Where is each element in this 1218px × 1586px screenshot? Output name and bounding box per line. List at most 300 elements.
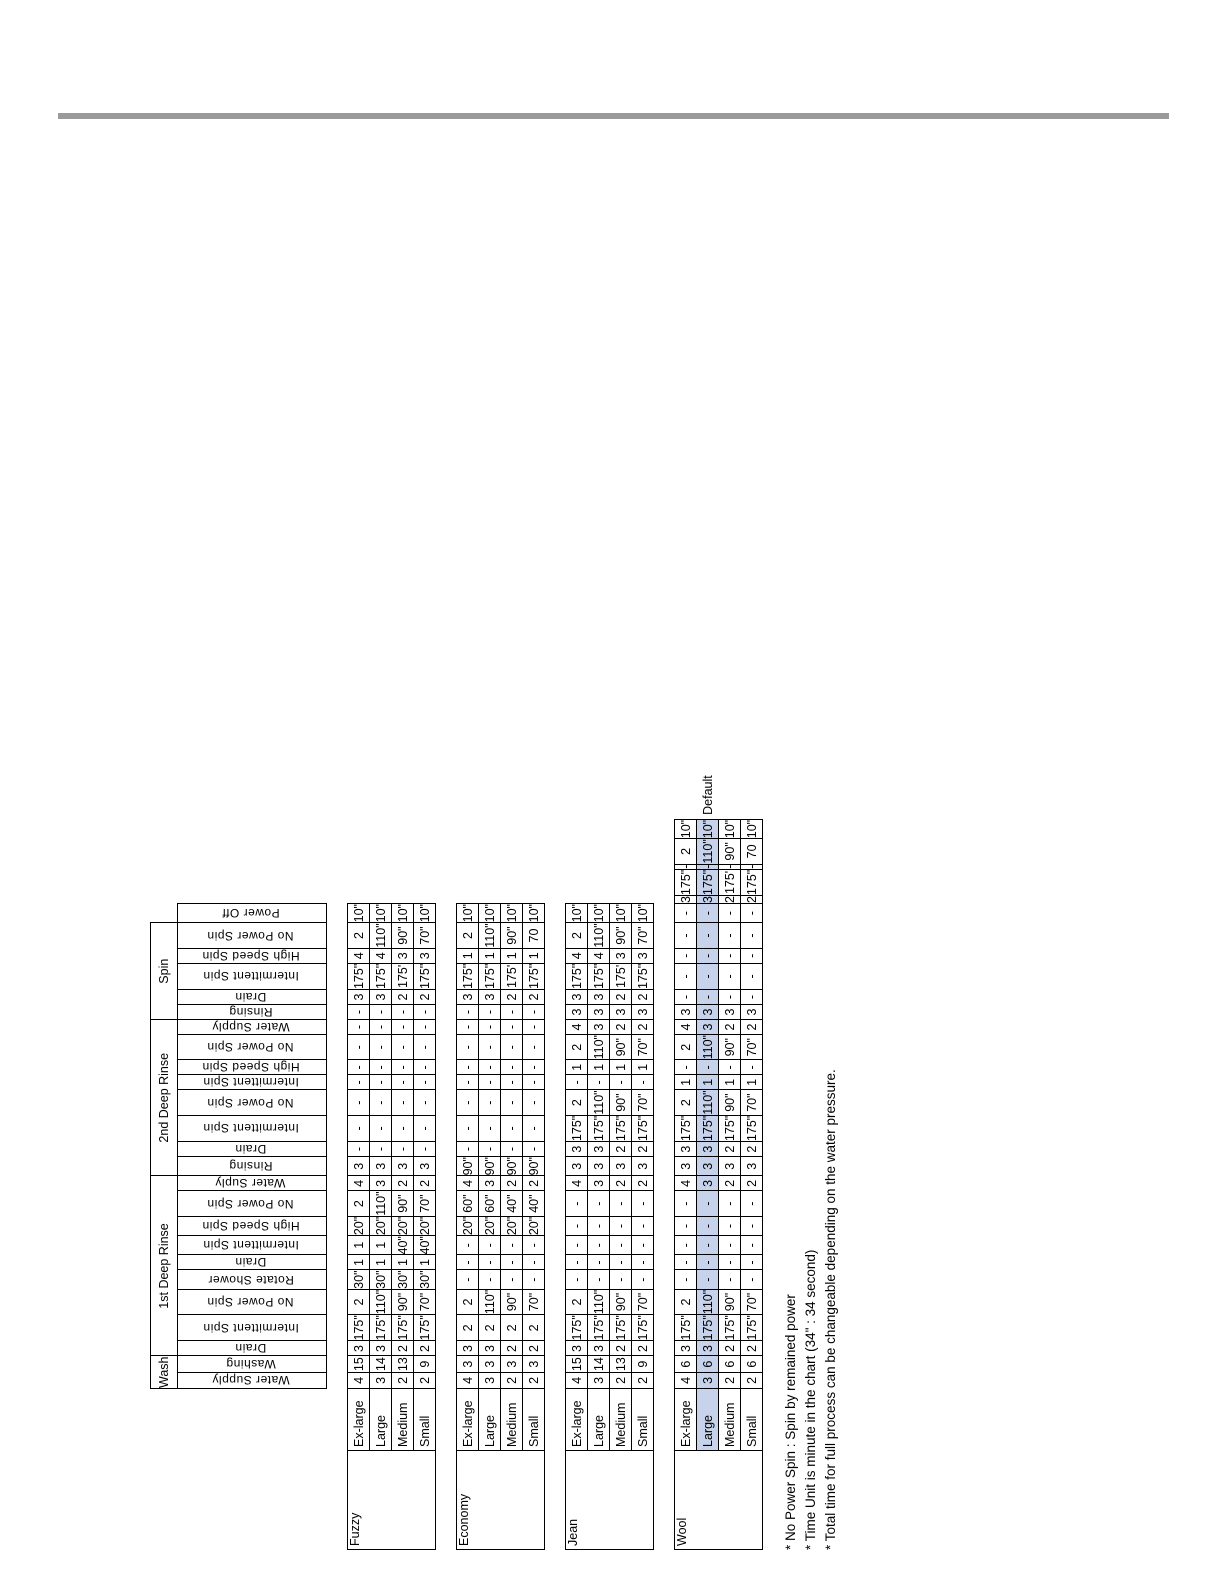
table-cell: - (523, 1270, 545, 1289)
table-cell: 1 (501, 948, 523, 963)
column-header-label: Water Supply (211, 1373, 290, 1388)
table-cell: 1 (348, 1255, 370, 1270)
column-header-label: Power Off (221, 906, 280, 921)
table-cell: - (457, 1005, 479, 1020)
wash-program-table (150, 774, 763, 1550)
group-spacer (654, 775, 675, 1550)
table-cell: 175" (610, 1315, 632, 1341)
table-cell: 110" (588, 1289, 610, 1314)
table-cell: 1 (610, 1060, 632, 1075)
table-cell: 2 (523, 990, 545, 1005)
table-cell: - (610, 1255, 632, 1270)
table-cell: 3 (566, 1341, 588, 1356)
table-cell: 3 (479, 1176, 501, 1191)
table-cell: 3 (392, 1157, 414, 1176)
table-cell: 90" (610, 1289, 632, 1314)
column-header-label: High Speed Spin (201, 1218, 300, 1233)
load-size: Large (479, 1389, 501, 1451)
column-header (178, 1289, 327, 1314)
rotated-table-container (150, 220, 838, 1550)
table-cell: 1 (392, 1255, 414, 1270)
table-cell: - (566, 1255, 588, 1270)
table-cell: - (588, 1191, 610, 1216)
table-cell: - (697, 1216, 719, 1235)
table-cell: 1 (523, 948, 545, 963)
table-cell: 2 (392, 990, 414, 1005)
column-header (178, 1142, 327, 1157)
table-cell: 90" (392, 923, 414, 948)
load-size: Ex-large (566, 1389, 588, 1451)
table-cell: - (566, 1075, 588, 1090)
table-cell: - (719, 1216, 741, 1235)
column-header-label: Intermittent Spin (202, 1238, 299, 1253)
table-cell: - (501, 1115, 523, 1141)
group-header: 1st Deep Rinse (151, 1176, 178, 1356)
table-cell: - (588, 1255, 610, 1270)
table-cell: 20" (479, 1216, 501, 1235)
table-cell: - (348, 1035, 370, 1060)
header-blank (151, 1389, 178, 1550)
table-cell: 3 (457, 990, 479, 1005)
table-cell: 10" (566, 904, 588, 923)
table-cell: - (719, 990, 741, 1005)
table-cell: 2 (501, 1341, 523, 1356)
table-cell: - (697, 1191, 719, 1216)
column-header (178, 1157, 327, 1176)
table-cell: 3 (741, 1005, 763, 1020)
column-header (178, 1315, 327, 1341)
table-cell: 2 (392, 1176, 414, 1191)
table-cell: 20" (370, 1216, 392, 1235)
column-header-label: No Power Spin (207, 1295, 294, 1310)
table-cell: 1 (697, 1075, 719, 1090)
table-cell: - (523, 1142, 545, 1157)
table-cell: 4 (457, 1176, 479, 1191)
table-cell: 2 (392, 1341, 414, 1356)
table-cell: 10" (392, 904, 414, 923)
table-cell: - (741, 963, 763, 989)
table-row (588, 775, 610, 1550)
table-cell: 2 (741, 1020, 763, 1035)
table-cell: - (566, 1236, 588, 1255)
table-cell: 3 (348, 1157, 370, 1176)
column-header-label: No Power Spin (207, 1040, 294, 1055)
table-cell: 2 (348, 923, 370, 948)
table-cell: 2 (719, 1372, 741, 1388)
table-cell: - (414, 1115, 436, 1141)
table-cell: - (414, 1075, 436, 1090)
table-cell: - (392, 1142, 414, 1157)
table-cell: - (719, 1191, 741, 1216)
table-cell: 30" (370, 1270, 392, 1289)
table-cell: 2 (675, 1035, 697, 1060)
table-cell: 90" (719, 1035, 741, 1060)
group-header-row (151, 775, 178, 1550)
table-cell: - (741, 948, 763, 963)
table-cell: 3 (588, 990, 610, 1005)
table-cell: - (523, 1090, 545, 1115)
table-cell: 110" (370, 923, 392, 948)
table-cell: 3 (414, 948, 436, 963)
table-cell: 2 (632, 1176, 654, 1191)
table-cell: 2 (741, 1341, 763, 1356)
table-cell: - (348, 1090, 370, 1115)
table-cell: 2 (523, 1372, 545, 1388)
table-cell: 3 (675, 896, 697, 904)
table-row (719, 775, 741, 1550)
table-cell: - (348, 1020, 370, 1035)
table-cell: 175" (675, 869, 697, 895)
table-cell: 3 (479, 990, 501, 1005)
table-cell: - (501, 1270, 523, 1289)
table-cell: - (501, 1005, 523, 1020)
table-cell: 13 (392, 1356, 414, 1372)
table-cell: 2 (414, 1176, 436, 1191)
table-cell: 3 (501, 1356, 523, 1372)
table-cell: 6 (719, 1356, 741, 1372)
table-cell: 60" (457, 1191, 479, 1216)
table-cell: 2 (392, 1372, 414, 1388)
table-cell: 70 (741, 839, 763, 864)
table-cell: 30" (392, 1270, 414, 1289)
table-cell: - (414, 1035, 436, 1060)
table-cell: - (675, 948, 697, 963)
spacer-cell (545, 904, 566, 1550)
table-cell: 175" (741, 869, 763, 895)
load-size: Small (632, 1389, 654, 1451)
table-cell: 110" (588, 923, 610, 948)
column-header (178, 1005, 327, 1020)
column-header (178, 990, 327, 1005)
table-row (348, 775, 370, 1550)
table-cell: 90" (610, 923, 632, 948)
table-cell: - (697, 1236, 719, 1255)
table-cell: 4 (675, 1020, 697, 1035)
table-cell: 3 (697, 1142, 719, 1157)
spacer-cell (327, 904, 348, 1550)
table-cell: 2 (501, 990, 523, 1005)
table-cell: 3 (697, 1157, 719, 1176)
table-cell: - (370, 1005, 392, 1020)
table-cell: 175' (392, 963, 414, 989)
table-cell: - (414, 1142, 436, 1157)
table-cell: - (719, 1270, 741, 1289)
table-cell: - (457, 1020, 479, 1035)
table-cell: 90" (392, 1289, 414, 1314)
table-cell: 2 (632, 1020, 654, 1035)
table-cell: 110" (588, 1090, 610, 1115)
header-blank (178, 1389, 327, 1550)
load-size: Medium (501, 1389, 523, 1451)
table-cell: 2 (523, 1341, 545, 1356)
table-cell: 110" (588, 1035, 610, 1060)
table-cell: - (741, 864, 763, 869)
table-row (741, 775, 763, 1550)
table-cell: 3 (741, 1157, 763, 1176)
table-cell: 175' (719, 869, 741, 895)
load-size: Medium (392, 1389, 414, 1451)
group-spacer (327, 775, 348, 1550)
table-cell: 20" (501, 1216, 523, 1235)
table-cell: 3 (719, 1157, 741, 1176)
table-cell: - (719, 923, 741, 948)
table-cell: - (632, 1236, 654, 1255)
column-header (178, 1176, 327, 1191)
table-cell: 14 (370, 1356, 392, 1372)
table-cell: 90" (523, 1157, 545, 1176)
column-header-label: Intermittent Spin (202, 969, 299, 984)
table-cell: 2 (610, 1176, 632, 1191)
table-cell: 30" (414, 1270, 436, 1289)
column-header-label: Rinsing (228, 1159, 273, 1174)
group-header: Spin (151, 923, 178, 1020)
table-cell: - (675, 1060, 697, 1075)
table-cell: 2 (523, 1176, 545, 1191)
column-header-label: Rinsing (228, 1005, 273, 1020)
load-size: Ex-large (348, 1389, 370, 1451)
table-cell: - (479, 1255, 501, 1270)
table-cell: - (675, 1191, 697, 1216)
table-cell: - (523, 1236, 545, 1255)
table-cell: 3 (632, 1005, 654, 1020)
program-name: Fuzzy (348, 1451, 436, 1550)
table-cell: 1 (479, 948, 501, 963)
table-cell: 15 (348, 1356, 370, 1372)
column-header (178, 1075, 327, 1090)
table-cell: - (523, 1020, 545, 1035)
table-cell: 175" (348, 963, 370, 989)
table-row (523, 775, 545, 1550)
table-cell: 175" (632, 963, 654, 989)
table-cell: - (632, 1191, 654, 1216)
footnotes (781, 220, 841, 1550)
table-cell: 3 (566, 1157, 588, 1176)
table-cell: 175" (588, 1115, 610, 1141)
table-cell: - (719, 963, 741, 989)
table-cell: - (392, 1020, 414, 1035)
default-label: Default (700, 775, 715, 815)
table-cell: 175" (610, 1115, 632, 1141)
column-header-label: Drain (234, 1142, 267, 1157)
table-cell: - (675, 923, 697, 948)
column-header-label: Drain (234, 1255, 267, 1270)
column-header (178, 1216, 327, 1235)
table-cell: 1 (741, 1075, 763, 1090)
table-cell: 6 (697, 1356, 719, 1372)
table-cell: - (610, 1075, 632, 1090)
column-header-label: No Power Spin (207, 928, 294, 943)
table-cell: 3 (348, 1341, 370, 1356)
table-cell: 110" (697, 1035, 719, 1060)
column-header (178, 1270, 327, 1289)
column-header-label: Intermittent Spin (202, 1075, 299, 1090)
table-row (501, 775, 523, 1550)
table-cell: 1 (566, 1060, 588, 1075)
table-cell: 175" (741, 1315, 763, 1341)
table-cell: 175' (610, 963, 632, 989)
table-cell: - (370, 1060, 392, 1075)
spacer-cell (654, 904, 675, 1550)
table-cell: 40" (523, 1191, 545, 1216)
table-row (479, 775, 501, 1550)
table-cell: 3 (566, 1142, 588, 1157)
table-cell: 3 (675, 1005, 697, 1020)
column-header (178, 1191, 327, 1216)
table-cell: 3 (566, 1005, 588, 1020)
table-cell: - (457, 1115, 479, 1141)
table-cell: 3 (610, 948, 632, 963)
table-cell: 2 (348, 1289, 370, 1314)
table-cell: - (566, 1270, 588, 1289)
program-name: Economy (457, 1451, 545, 1550)
table-cell: 2 (566, 1035, 588, 1060)
table-cell: - (348, 1005, 370, 1020)
table-cell: 2 (632, 990, 654, 1005)
table-cell: 20" (414, 1216, 436, 1235)
table-cell: - (414, 1060, 436, 1075)
table-cell: 1 (414, 1255, 436, 1270)
table-cell: 2 (741, 1372, 763, 1388)
table-cell: - (719, 864, 741, 869)
table-cell: 40" (414, 1236, 436, 1255)
table-cell: - (457, 1090, 479, 1115)
table-cell: 3 (457, 1341, 479, 1356)
column-header (178, 948, 327, 963)
column-header-label: No Power Spin (207, 1196, 294, 1211)
table-cell: - (501, 1020, 523, 1035)
table-cell: 10" (697, 819, 719, 838)
table-cell: 6 (675, 1356, 697, 1372)
table-row (566, 775, 588, 1550)
table-cell: 2 (566, 1289, 588, 1314)
table-cell: 2 (610, 1020, 632, 1035)
table-cell: 1 (348, 1236, 370, 1255)
table-cell: 3 (457, 1356, 479, 1372)
table-cell: 2 (348, 1191, 370, 1216)
table-cell: - (610, 1270, 632, 1289)
table-cell: - (610, 1236, 632, 1255)
table-cell: 4 (566, 1372, 588, 1388)
table-cell: 3 (697, 1176, 719, 1191)
table-cell: 2 (741, 1142, 763, 1157)
table-cell: - (501, 1142, 523, 1157)
table-cell: - (741, 1255, 763, 1270)
table-cell: - (632, 1255, 654, 1270)
table-cell: - (348, 1142, 370, 1157)
table-cell: 10" (414, 904, 436, 923)
table-cell: 10" (741, 819, 763, 838)
table-cell: 2 (610, 1372, 632, 1388)
table-cell: 3 (588, 1372, 610, 1388)
table-cell: 3 (479, 1356, 501, 1372)
table-cell: 90" (501, 1157, 523, 1176)
table-cell: 70" (632, 1289, 654, 1314)
table-cell: 3 (697, 1341, 719, 1356)
table-cell: 1 (370, 1255, 392, 1270)
table-cell: 10" (370, 904, 392, 923)
table-cell: - (457, 1142, 479, 1157)
load-size: Small (741, 1389, 763, 1451)
table-cell: - (414, 1005, 436, 1020)
table-cell: 9 (414, 1356, 436, 1372)
table-cell: - (479, 1236, 501, 1255)
table-cell: 3 (697, 896, 719, 904)
table-cell: 110" (479, 923, 501, 948)
table-cell: 2 (414, 990, 436, 1005)
table-cell: 175" (588, 963, 610, 989)
table-cell: 110" (370, 1289, 392, 1314)
column-header-label: High Speed Spin (201, 1060, 300, 1075)
table-cell: 3 (370, 1372, 392, 1388)
table-cell: 2 (414, 1341, 436, 1356)
table-cell: 110" (370, 1191, 392, 1216)
table-cell: - (392, 1115, 414, 1141)
table-cell: - (675, 1216, 697, 1235)
table-cell: 30" (348, 1270, 370, 1289)
load-size: Large (588, 1389, 610, 1451)
table-cell: 2 (632, 1142, 654, 1157)
table-cell: - (348, 1075, 370, 1090)
table-cell: 2 (566, 923, 588, 948)
table-cell: 175" (719, 1115, 741, 1141)
table-cell: 1 (675, 1075, 697, 1090)
column-header (178, 904, 327, 923)
table-cell: - (523, 1115, 545, 1141)
table-cell: 110" (697, 1090, 719, 1115)
table-row (414, 775, 436, 1550)
table-cell: 175" (566, 1315, 588, 1341)
table-cell: 70" (414, 1191, 436, 1216)
table-cell: - (523, 1005, 545, 1020)
table-cell: 175" (414, 963, 436, 989)
group-spacer (436, 775, 457, 1550)
table-cell: 3 (697, 1005, 719, 1020)
table-cell: 175" (348, 1315, 370, 1341)
table-cell: 4 (675, 1372, 697, 1388)
column-header-label: Drain (234, 990, 267, 1005)
table-cell: - (479, 1142, 501, 1157)
table-cell: 90" (610, 1035, 632, 1060)
column-header (178, 1255, 327, 1270)
table-cell: 3 (479, 1372, 501, 1388)
table-row (675, 775, 697, 1550)
table-cell: 175" (675, 1315, 697, 1341)
table-cell: - (414, 1020, 436, 1035)
table-cell: - (501, 1060, 523, 1075)
table-cell: - (479, 1270, 501, 1289)
table-cell: - (697, 904, 719, 923)
table-cell: - (501, 1035, 523, 1060)
footnote-time-unit: * Time Unit is minute in the chart (34" : 34 second) (803, 1249, 818, 1550)
table-cell: - (632, 1270, 654, 1289)
table-cell: 175" (588, 1315, 610, 1341)
table-cell: - (479, 1035, 501, 1060)
table-cell: 9 (632, 1356, 654, 1372)
table-cell: 90" (719, 1289, 741, 1314)
table-cell: 70 (523, 923, 545, 948)
table-cell: - (610, 1191, 632, 1216)
group-header: 2nd Deep Rinse (151, 1020, 178, 1176)
table-cell: 2 (675, 1289, 697, 1314)
table-cell: - (675, 1236, 697, 1255)
table-cell: - (370, 1035, 392, 1060)
table-cell: 175" (566, 963, 588, 989)
table-cell: - (675, 904, 697, 923)
table-cell: 90" (392, 1191, 414, 1216)
table-cell: 90" (610, 1090, 632, 1115)
table-cell: 1 (719, 1075, 741, 1090)
table-cell: 2 (675, 839, 697, 864)
